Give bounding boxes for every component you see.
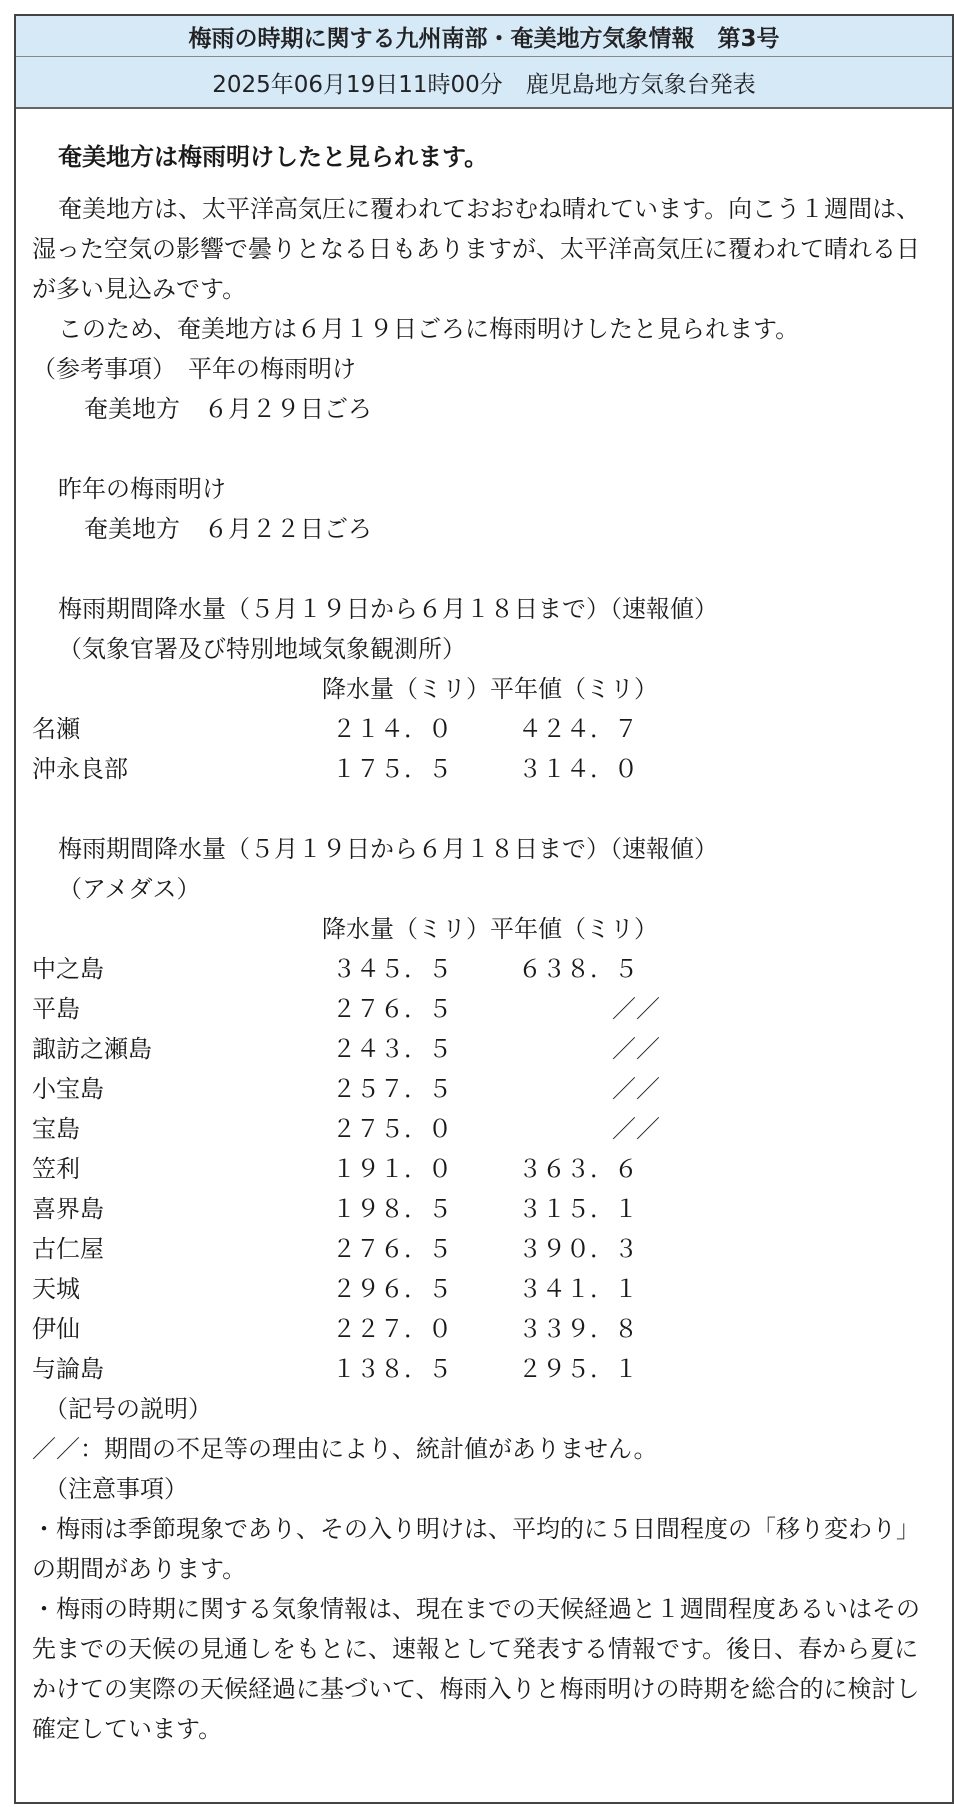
normal-value: ／／ [612, 1075, 660, 1103]
spacer [32, 429, 936, 469]
station-name: 笠利 [32, 1155, 80, 1183]
table-row [32, 1349, 936, 1389]
station-name: 平島 [32, 995, 80, 1023]
spacer [32, 789, 936, 829]
bulletin-body [16, 109, 952, 1749]
table-row [32, 1029, 936, 1069]
table-row [32, 1069, 936, 1109]
table-row [32, 1309, 936, 1349]
station-name: 天城 [32, 1275, 80, 1303]
table1-header: 降水量（ミリ）平年値（ミリ） [322, 675, 658, 703]
precip-value: ２２７．０ [332, 1315, 452, 1343]
precip-value: ２７６．５ [332, 995, 452, 1023]
station-name: 沖永良部 [32, 755, 128, 783]
station-name: 伊仙 [32, 1315, 80, 1343]
table1-rows [32, 709, 936, 789]
station-name: 諏訪之瀬島 [32, 1035, 152, 1063]
precip-value: １７５．５ [332, 755, 452, 783]
precip-value: ２９６．５ [332, 1275, 452, 1303]
station-name: 宝島 [32, 1115, 80, 1143]
precip-value: ２５７．５ [332, 1075, 452, 1103]
normal-value: ３１４．０ [518, 755, 638, 783]
reference-normal: 奄美地方 ６月２９日ごろ [84, 395, 372, 423]
precip-value: １９８．５ [332, 1195, 452, 1223]
table-row [32, 1229, 936, 1269]
precip-value: ２４３．５ [332, 1035, 452, 1063]
table-row [32, 1189, 936, 1229]
normal-value: ３９０．３ [518, 1235, 638, 1263]
table-row [32, 949, 936, 989]
precip-value: ２７６．５ [332, 1235, 452, 1263]
table-row [32, 1269, 936, 1309]
precip-value: ３４５．５ [332, 955, 452, 983]
station-name: 古仁屋 [32, 1235, 104, 1263]
normal-value: ６３８．５ [518, 955, 638, 983]
bulletin-frame [14, 14, 954, 1804]
normal-value: ／／ [612, 995, 660, 1023]
table-row [32, 709, 936, 749]
headline: 奄美地方は梅雨明けしたと見られます。 [58, 143, 489, 171]
spacer [32, 549, 936, 589]
station-name: 名瀬 [32, 715, 80, 743]
precip-value: ２７５．０ [332, 1115, 452, 1143]
normal-value: ／／ [612, 1035, 660, 1063]
normal-value: ４２４．７ [518, 715, 638, 743]
table-row [32, 989, 936, 1029]
note-1: ・梅雨は季節現象であり、その入り明けは、平均的に５日間程度の「移り変わり」の期間があります。 [32, 1515, 920, 1583]
reference-last-year-label: 昨年の梅雨明け [58, 475, 226, 503]
paragraph-weather: 奄美地方は、太平洋高気圧に覆われておおむね晴れています。向こう１週間は、湿った空気の影響で曇りとなる日もありますが、太平洋高気圧に覆われて晴れる日が多い見込みです。 [32, 195, 921, 303]
table1-title: 梅雨期間降水量（５月１９日から６月１８日まで）（速報値） [58, 595, 718, 623]
station-name: 中之島 [32, 955, 104, 983]
table-row [32, 1109, 936, 1149]
bulletin-issued-time: 2025年06月19日11時00分 鹿児島地方気象台発表 [16, 57, 952, 109]
normal-value: ３３９．８ [518, 1315, 638, 1343]
precip-value: １９１．０ [332, 1155, 452, 1183]
notes-label: （注意事項） [44, 1475, 188, 1503]
table1-subtitle: （気象官署及び特別地域気象観測所） [58, 635, 466, 663]
normal-value: ３１５．１ [518, 1195, 638, 1223]
symbols-label: （記号の説明） [44, 1395, 212, 1423]
normal-value: ３６３．６ [518, 1155, 638, 1183]
paragraph-conclusion: このため、奄美地方は６月１９日ごろに梅雨明けしたと見られます。 [58, 315, 800, 343]
normal-value: ／／ [612, 1115, 660, 1143]
bulletin-title: 梅雨の時期に関する九州南部・奄美地方気象情報 第3号 [16, 16, 952, 57]
table2-header: 降水量（ミリ）平年値（ミリ） [322, 915, 658, 943]
normal-value: ２９５．１ [518, 1355, 638, 1383]
reference-label: （参考事項） 平年の梅雨明け [32, 355, 356, 383]
precip-value: ２１４．０ [332, 715, 452, 743]
table-row [32, 749, 936, 789]
note-2: ・梅雨の時期に関する気象情報は、現在までの天候経過と１週間程度あるいはその先までの天候の見通しをもとに、速報として発表する情報です。後日、春から夏にかけての実際の天候経過に基づいて、梅雨入りと梅雨明けの時期を総合的に検討し確定しています。 [32, 1595, 920, 1743]
station-name: 喜界島 [32, 1195, 104, 1223]
table2-title: 梅雨期間降水量（５月１９日から６月１８日まで）（速報値） [58, 835, 718, 863]
table2-rows [32, 949, 936, 1389]
precip-value: １３８．５ [332, 1355, 452, 1383]
station-name: 与論島 [32, 1355, 104, 1383]
normal-value: ３４１．１ [518, 1275, 638, 1303]
reference-last-year: 奄美地方 ６月２２日ごろ [84, 515, 372, 543]
table2-subtitle: （アメダス） [58, 875, 201, 903]
symbols-text: ／／：期間の不足等の理由により、統計値がありません。 [32, 1435, 658, 1463]
table-row [32, 1149, 936, 1189]
station-name: 小宝島 [32, 1075, 104, 1103]
